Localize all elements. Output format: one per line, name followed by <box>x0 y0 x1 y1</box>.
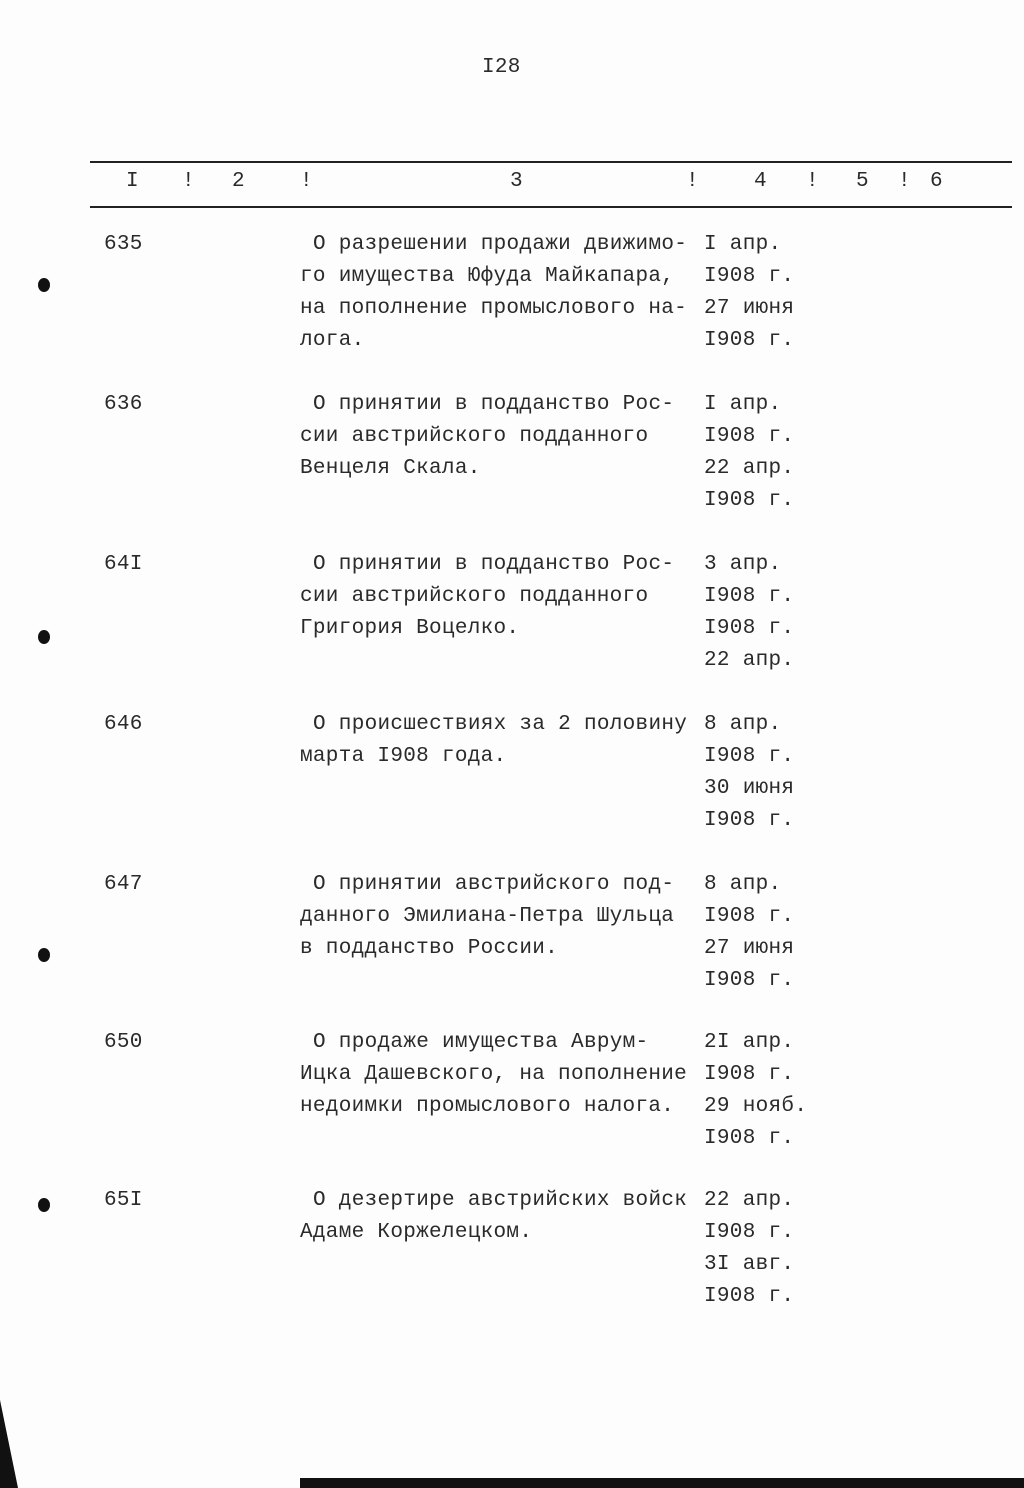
entry-number: 636 <box>104 393 143 416</box>
description-line: недоимки промыслового налога. <box>300 1095 675 1118</box>
description-line: О принятии австрийского под- <box>313 873 675 896</box>
entry-row <box>0 389 1024 529</box>
binding-hole-mark <box>38 1198 50 1212</box>
date-line: I908 г. <box>704 425 795 448</box>
description-line: го имущества Юфуда Майкапара, <box>300 265 675 288</box>
col-header-6: 6 <box>930 170 943 193</box>
scan-bottom-edge <box>300 1478 1024 1488</box>
binding-hole-mark <box>38 278 50 292</box>
entry-number: 64I <box>104 553 143 576</box>
col-separator: ! <box>898 170 911 193</box>
description-line: О дезертире австрийских войск <box>313 1189 688 1212</box>
description-line: сии австрийского подданного <box>300 425 649 448</box>
date-line: 27 июня <box>704 937 795 960</box>
entry-row <box>0 869 1024 1009</box>
col-header-5: 5 <box>856 170 869 193</box>
date-line: 2I апр. <box>704 1031 795 1054</box>
entry-description <box>300 389 674 485</box>
description-line: О принятии в подданство Рос- <box>313 553 675 576</box>
date-line: I908 г. <box>704 905 795 928</box>
col-header-2: 2 <box>232 170 245 193</box>
entry-dates <box>704 229 794 357</box>
date-line: I908 г. <box>704 617 795 640</box>
date-line: I908 г. <box>704 1127 795 1150</box>
description-line: Григория Воцелко. <box>300 617 520 640</box>
date-line: I908 г. <box>704 745 795 768</box>
date-line: 8 апр. <box>704 713 782 736</box>
date-line: I908 г. <box>704 329 795 352</box>
entry-description <box>300 229 687 357</box>
date-line: I908 г. <box>704 1063 795 1086</box>
entry-dates <box>704 1027 807 1155</box>
date-line: 29 нояб. <box>704 1095 808 1118</box>
description-line: О разрешении продажи движимо- <box>313 233 688 256</box>
date-line: 22 апр. <box>704 457 795 480</box>
description-line: в подданство России. <box>300 937 559 960</box>
description-line: данного Эмилиана-Петра Шульца <box>300 905 675 928</box>
date-line: I908 г. <box>704 969 795 992</box>
description-line: Венцеля Скала. <box>300 457 481 480</box>
description-line: марта I908 года. <box>300 745 507 768</box>
column-header-row <box>0 166 1024 202</box>
entry-number: 65I <box>104 1189 143 1212</box>
entry-dates <box>704 389 794 517</box>
description-line: О принятии в подданство Рос- <box>313 393 675 416</box>
entry-row <box>0 549 1024 689</box>
date-line: 8 апр. <box>704 873 782 896</box>
date-line: 22 апр. <box>704 649 795 672</box>
date-line: 30 июня <box>704 777 795 800</box>
col-header-1: I <box>126 170 139 193</box>
date-line: 22 апр. <box>704 1189 795 1212</box>
date-line: 27 июня <box>704 297 795 320</box>
description-line: О продаже имущества Аврум- <box>313 1031 649 1054</box>
description-line: на пополнение промыслового на- <box>300 297 688 320</box>
entry-dates <box>704 709 794 837</box>
description-line: лога. <box>300 329 365 352</box>
entry-row <box>0 1027 1024 1167</box>
description-line: Адаме Коржелецком. <box>300 1221 533 1244</box>
col-header-3: 3 <box>510 170 523 193</box>
date-line: I908 г. <box>704 809 795 832</box>
description-line: сии австрийского подданного <box>300 585 649 608</box>
col-separator: ! <box>806 170 819 193</box>
entry-description <box>300 549 674 645</box>
entry-description <box>300 1185 687 1249</box>
entry-dates <box>704 1185 794 1313</box>
date-line: I908 г. <box>704 1285 795 1308</box>
entry-number: 647 <box>104 873 143 896</box>
entry-number: 650 <box>104 1031 143 1054</box>
col-separator: ! <box>300 170 313 193</box>
entry-description <box>300 1027 687 1123</box>
entry-number: 635 <box>104 233 143 256</box>
date-line: 3I авг. <box>704 1253 795 1276</box>
description-line: Ицка Дашевского, на пополнение <box>300 1063 688 1086</box>
entry-dates <box>704 869 794 997</box>
header-bottom-rule <box>90 206 1012 208</box>
binding-hole-mark <box>38 630 50 644</box>
date-line: 3 апр. <box>704 553 782 576</box>
entry-description <box>300 709 687 773</box>
header-top-rule <box>90 161 1012 163</box>
date-line: I908 г. <box>704 489 795 512</box>
col-header-4: 4 <box>754 170 767 193</box>
date-line: I апр. <box>704 393 782 416</box>
col-separator: ! <box>182 170 195 193</box>
date-line: I908 г. <box>704 585 795 608</box>
description-line: О происшествиях за 2 половину <box>313 713 688 736</box>
date-line: I апр. <box>704 233 782 256</box>
page-number: I28 <box>482 56 521 79</box>
date-line: I908 г. <box>704 265 795 288</box>
binding-hole-mark <box>38 948 50 962</box>
entry-description <box>300 869 674 965</box>
entry-row <box>0 229 1024 369</box>
entry-row <box>0 709 1024 849</box>
entry-dates <box>704 549 794 677</box>
scan-edge-shadow <box>0 1400 18 1488</box>
entry-row <box>0 1185 1024 1325</box>
date-line: I908 г. <box>704 1221 795 1244</box>
entry-number: 646 <box>104 713 143 736</box>
col-separator: ! <box>686 170 699 193</box>
